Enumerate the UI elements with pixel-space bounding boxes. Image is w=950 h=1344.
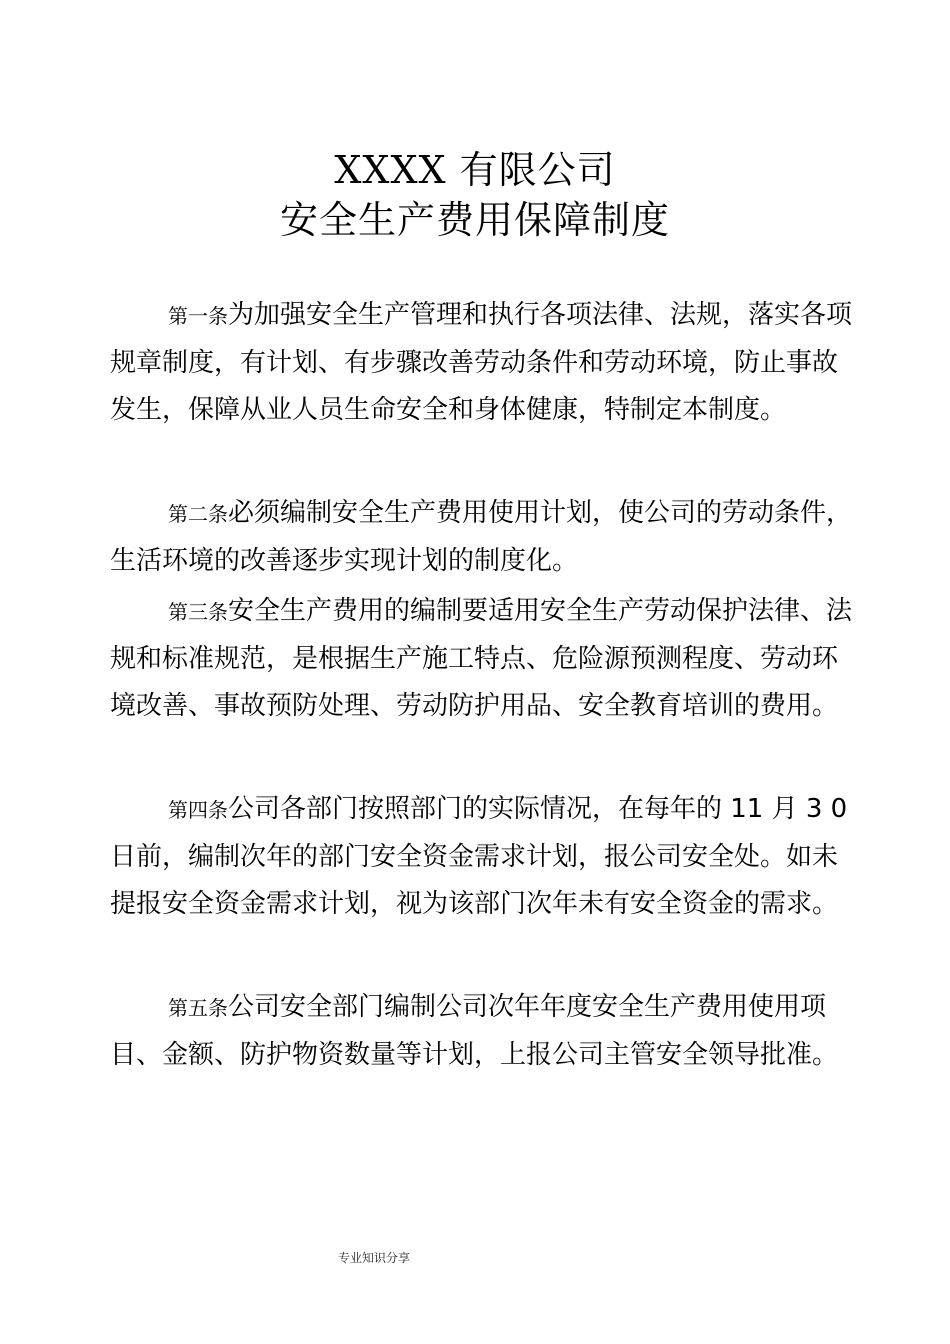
- article-1-text: 为加强安全生产管理和执行各项法律、法规，落实各项规章制度，有计划、有步骤改善劳动条件和劳动环境，防止事故发生，保障从业人员生命安全和身体健康，特制定本制度。: [110, 300, 853, 425]
- article-3-label: 第三条: [168, 600, 228, 624]
- article-5-text: 公司安全部门编制公司次年年度安全生产费用使用项目、金额、防护物资数量等计划，上报公司主管安全领导批准。: [110, 992, 839, 1070]
- page-footer: 专业知识分享: [338, 1251, 411, 1265]
- article-2-text: 必须编制安全生产费用使用计划，使公司的劳动条件，生活环境的改善逐步实现计划的制度化。: [110, 498, 853, 576]
- article-5: [110, 984, 855, 1079]
- article-3: [110, 588, 855, 730]
- article-2: [110, 490, 855, 585]
- article-4: [110, 786, 855, 928]
- article-5-label: 第五条: [168, 996, 228, 1020]
- article-2-label: 第二条: [168, 502, 228, 526]
- article-1: [110, 292, 855, 434]
- article-1-label: 第一条: [168, 304, 228, 328]
- article-3-text: 安全生产费用的编制要适用安全生产劳动保护法律、法规和标准规范，是根据生产施工特点、危险源预测程度、劳动环境改善、事故预防处理、劳动防护用品、安全教育培训的费用。: [110, 596, 853, 721]
- article-4-text: 公司各部门按照部门的实际情况，在每年的 11 月 3 0 日前，编制次年的部门安全资金需求计划，报公司安全处。如未提报安全资金需求计划，视为该部门次年未有安全资金的需求。: [110, 794, 848, 919]
- document-title: 安全生产费用保障制度: [279, 198, 670, 242]
- company-title: XXXX 有限公司: [334, 148, 616, 192]
- article-4-label: 第四条: [168, 798, 228, 822]
